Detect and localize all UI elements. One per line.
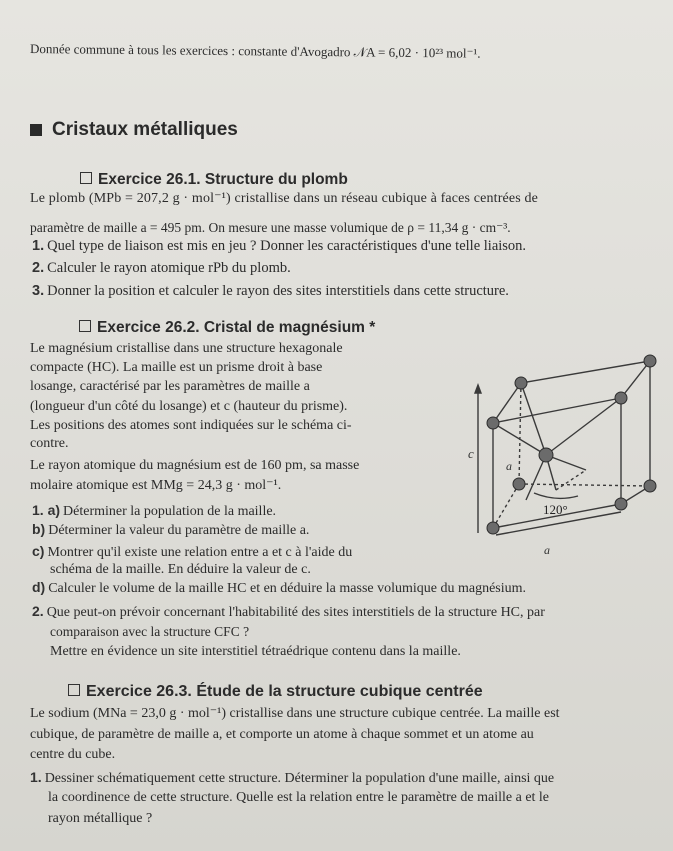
figure-label-c: c [468, 446, 474, 461]
ex3-question-1-cont: la coordinence de cette structure. Quelle est la relation entre le paramètre de maille a et le [48, 790, 550, 805]
ex2-question-1b: b) Déterminer la valeur du paramètre de maille a. [32, 521, 310, 538]
ex2-intro-line: losange, caractérisé par les paramètres de maille a [30, 379, 310, 394]
section-bullet-icon [30, 124, 42, 136]
ex2-question-1a: 1. a) Déterminer la population de la maille. [32, 502, 277, 519]
ex3-paragraph-line: Le sodium (MNa = 23,0 g · mol⁻¹) cristallise dans une structure cubique centrée. La maille est [30, 706, 560, 721]
checkbox-icon [68, 684, 80, 696]
ex3-paragraph-line: centre du cube. [30, 747, 116, 762]
ex2-question-1c: c) Montrer qu'il existe une relation entre a et c à l'aide du [32, 543, 353, 560]
ex2-question-2: 2. Que peut-on prévoir concernant l'habitabilité des sites interstitiels de la structure HC, par [32, 603, 545, 620]
checkbox-icon [80, 172, 92, 184]
ex2-intro-line: Le rayon atomique du magnésium est de 160 pm, sa masse [30, 458, 360, 473]
hexagonal-compact-cell-figure [466, 330, 666, 565]
ex1-question-1: 1. Quel type de liaison est mis en jeu ? Donner les caractéristiques d'une telle liaison. [32, 238, 527, 254]
ex2-intro-line: compacte (HC). La maille est un prisme droit à base [30, 360, 323, 375]
ex1-question-3: 3. Donner la position et calculer le rayon des sites interstitiels dans cette structure. [32, 283, 509, 299]
ex2-question-2-cont: comparaison avec la structure CFC ? [50, 624, 250, 639]
figure-label-a-side: a [506, 459, 512, 473]
ex1-paragraph-line: Le plomb (MPb = 207,2 g · mol⁻¹) cristallise dans un réseau cubique à faces centrées de [30, 191, 538, 206]
figure-label-angle: 120° [543, 502, 568, 517]
ex2-question-1c-cont: schéma de la maille. En déduire la valeur de c. [50, 562, 311, 577]
checkbox-icon [79, 320, 91, 332]
ex3-question-1: 1. Dessiner schématiquement cette structure. Déterminer la population d'une maille, ainsi que [30, 769, 555, 786]
exercise-26-1-title: Exercice 26.1. Structure du plomb [80, 171, 348, 188]
figure-label-a-bottom: a [544, 543, 550, 557]
exercise-26-3-title: Exercice 26.3. Étude de la structure cubique centrée [68, 683, 483, 700]
ex2-intro-line: (longueur d'un côté du losange) et c (hauteur du prisme). [30, 399, 348, 414]
ex2-intro-line: contre. [30, 436, 69, 451]
ex3-paragraph-line: cubique, de paramètre de maille a, et comporte un atome à chaque sommet et un atome au [30, 727, 534, 742]
ex2-intro-line: Les positions des atomes sont indiquées sur le schéma ci- [30, 418, 352, 433]
avogadro-note: Donnée commune à tous les exercices : constante d'Avogadro 𝒩A = 6,02 · 10²³ mol⁻¹. [29, 41, 481, 61]
ex2-question-2-cont: Mettre en évidence un site interstitiel tétraédrique contenu dans la maille. [50, 644, 461, 659]
ex3-question-1-cont: rayon métallique ? [48, 811, 153, 826]
ex2-intro-line: Le magnésium cristallise dans une structure hexagonale [30, 341, 343, 356]
ex1-paragraph-line: paramètre de maille a = 495 pm. On mesure une masse volumique de ρ = 11,34 g · cm⁻³. [30, 220, 511, 235]
ex2-question-1d: d) Calculer le volume de la maille HC et en déduire la masse volumique du magnésium. [32, 579, 527, 596]
section-title: Cristaux métalliques [30, 121, 238, 138]
ex1-question-2: 2. Calculer le rayon atomique rPb du plomb. [32, 260, 291, 276]
exercise-26-2-title: Exercice 26.2. Cristal de magnésium * [79, 319, 375, 336]
ex2-intro-line: molaire atomique est MMg = 24,3 g · mol⁻¹. [30, 478, 282, 493]
